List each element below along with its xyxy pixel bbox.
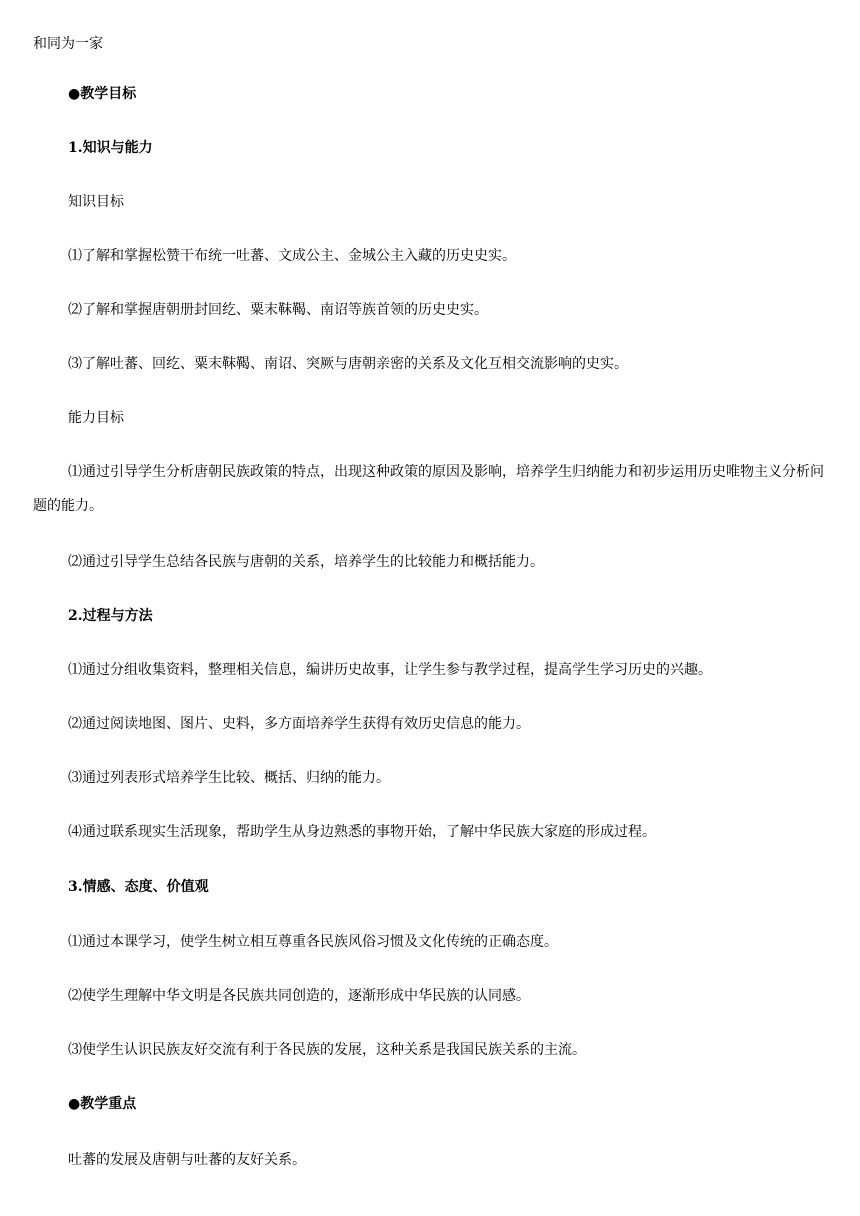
key-points-text: 吐蕃的发展及唐朝与吐蕃的友好关系。 bbox=[68, 1152, 306, 1168]
knowledge-goal-item: ⑵了解和掌握唐朝册封回纥、粟末靺鞨、南诏等族首领的历史史实。 bbox=[68, 302, 488, 318]
ability-goals-label: 能力目标 bbox=[68, 410, 124, 426]
process-method-item: ⑵通过阅读地图、图片、史料，多方面培养学生获得有效历史信息的能力。 bbox=[68, 716, 530, 732]
knowledge-goal-item: ⑴了解和掌握松赞干布统一吐蕃、文成公主、金城公主入藏的历史史实。 bbox=[68, 248, 516, 264]
process-method-item: ⑴通过分组收集资料，整理相关信息，编讲历史故事，让学生参与教学过程，提高学生学习历史的兴趣。 bbox=[68, 662, 712, 678]
objectives-heading: ●教学目标 bbox=[68, 86, 137, 102]
process-method-heading: 2.过程与方法 bbox=[68, 608, 153, 624]
process-method-item: ⑷通过联系现实生活现象，帮助学生从身边熟悉的事物开始，了解中华民族大家庭的形成过程。 bbox=[68, 824, 656, 840]
knowledge-goal-item: ⑶了解吐蕃、回纥、粟末靺鞨、南诏、突厥与唐朝亲密的关系及文化互相交流影响的史实。 bbox=[68, 356, 628, 372]
key-points-heading: ●教学重点 bbox=[68, 1096, 137, 1112]
ability-goal-item: ⑴通过引导学生分析唐朝民族政策的特点，出现这种政策的原因及影响，培养学生归纳能力和初步运用历史唯物主义分析问题的能力。 bbox=[33, 464, 824, 514]
emotion-heading: 3.情感、态度、价值观 bbox=[68, 879, 209, 895]
knowledge-goals-label: 知识目标 bbox=[68, 194, 124, 210]
knowledge-ability-heading: 1.知识与能力 bbox=[68, 140, 153, 156]
emotion-item: ⑶使学生认识民族友好交流有利于各民族的发展，这种关系是我国民族关系的主流。 bbox=[68, 1042, 586, 1058]
emotion-item: ⑴通过本课学习，使学生树立相互尊重各民族风俗习惯及文化传统的正确态度。 bbox=[68, 934, 558, 950]
process-method-item: ⑶通过列表形式培养学生比较、概括、归纳的能力。 bbox=[68, 770, 390, 786]
continuation-line: 和同为一家 bbox=[33, 36, 103, 52]
ability-goal-item: ⑵通过引导学生总结各民族与唐朝的关系，培养学生的比较能力和概括能力。 bbox=[68, 554, 544, 570]
emotion-item: ⑵使学生理解中华文明是各民族共同创造的，逐渐形成中华民族的认同感。 bbox=[68, 988, 530, 1004]
